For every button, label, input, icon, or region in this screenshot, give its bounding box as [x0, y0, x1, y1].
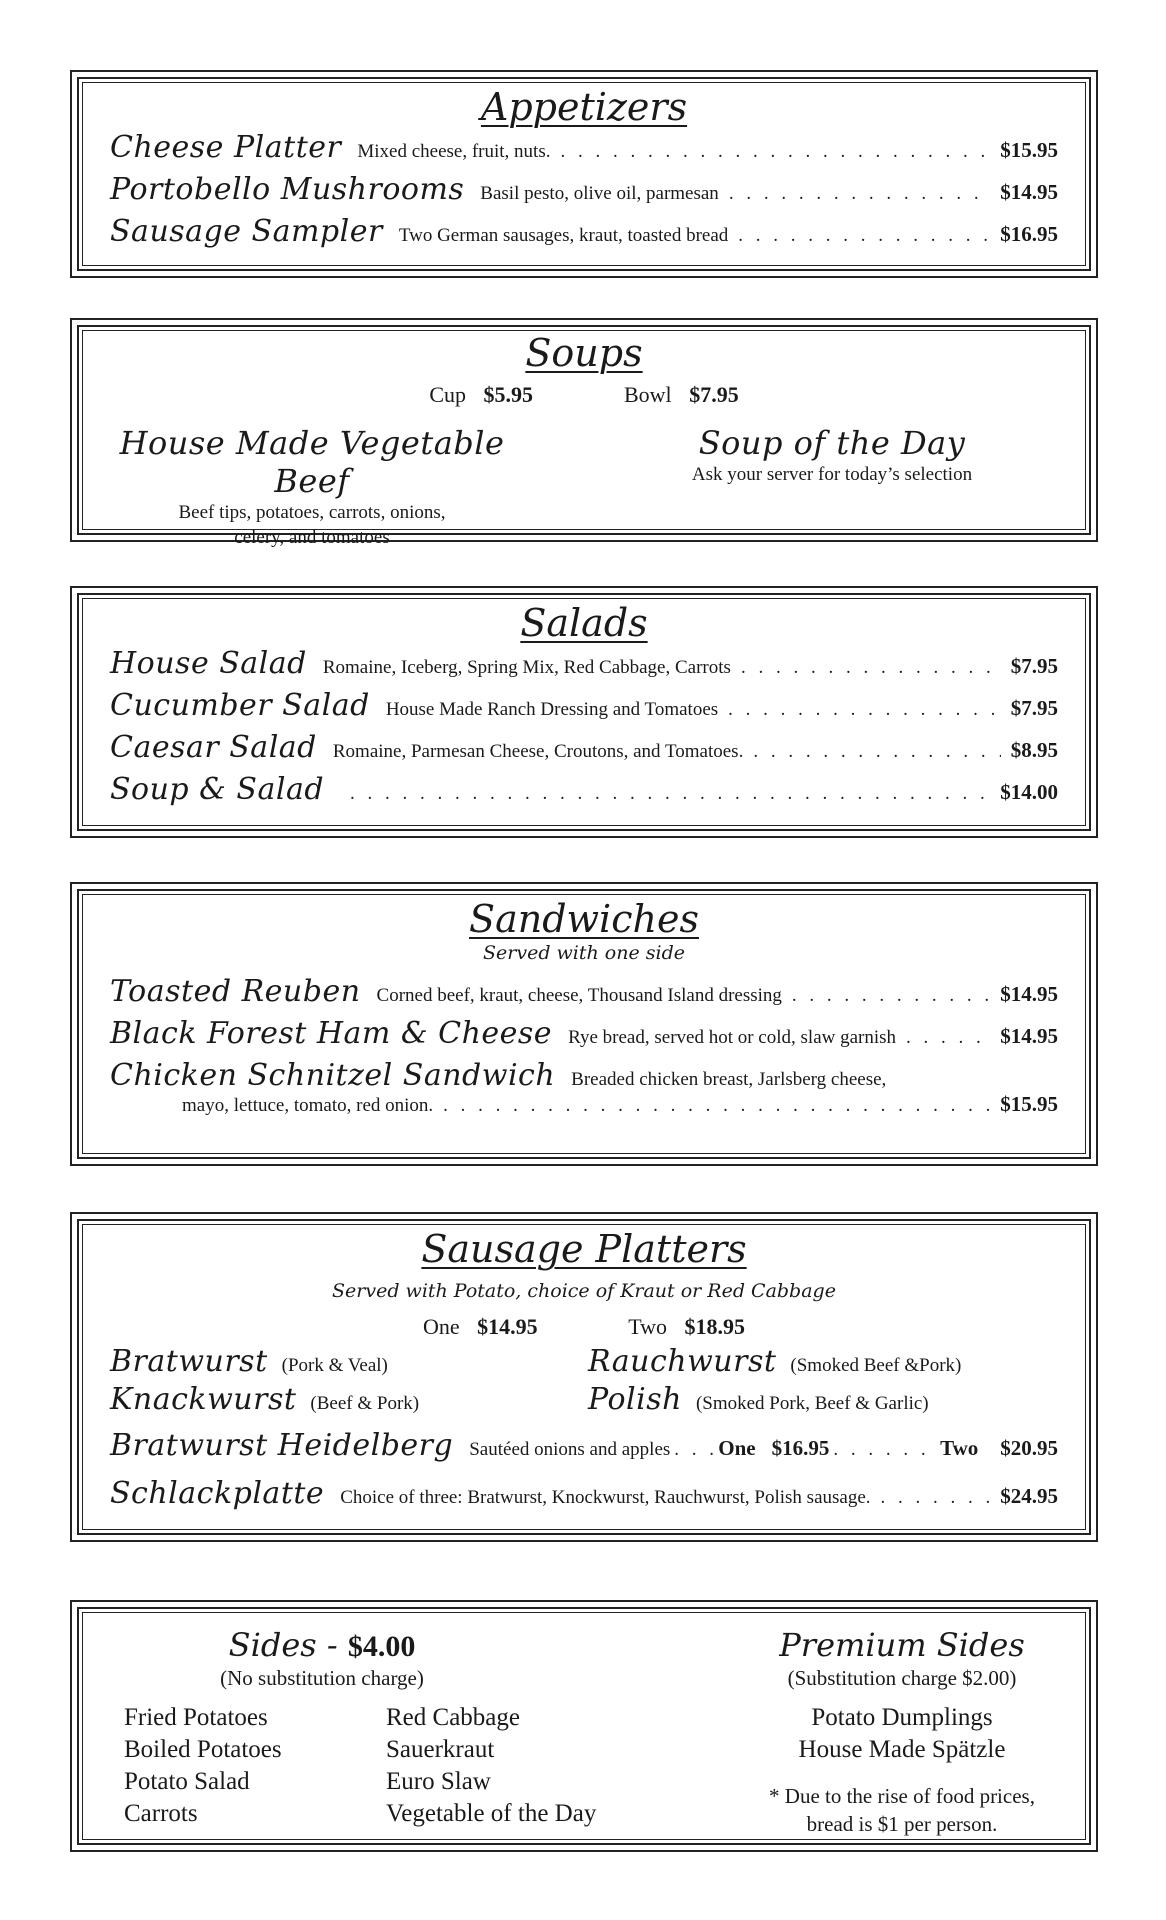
item-name: Rauchwurst [588, 1344, 777, 1379]
soup-sizes [72, 382, 1096, 408]
dot-leader [738, 225, 990, 247]
item-price: $14.95 [1000, 180, 1058, 204]
menu-item [110, 214, 1058, 249]
premium-sides-title: Premium Sides [779, 1626, 1025, 1664]
item-name: Toasted Reuben [110, 974, 361, 1009]
item-name: Cheese Platter [110, 130, 342, 165]
dot-leader [753, 741, 1000, 763]
two-label: Two [628, 1314, 668, 1339]
item-name: Soup of the Day [698, 424, 966, 462]
premium-sides-list [732, 1702, 1072, 1766]
item-desc: mayo, lettuce, tomato, red onion. [182, 1095, 434, 1116]
item-desc: Basil pesto, olive oil, parmesan [480, 183, 719, 204]
item-desc: (Beef & Pork) [310, 1393, 420, 1414]
salads-section [70, 586, 1098, 838]
item-name: Bratwurst [110, 1344, 268, 1379]
two-label: Two [940, 1436, 979, 1460]
menu-item [110, 1476, 1058, 1511]
list-item: Potato Salad [124, 1768, 250, 1795]
item-name: Chicken Schnitzel Sandwich [110, 1058, 556, 1093]
list-item: House Made Spätzle [798, 1736, 1006, 1763]
dot-leader [906, 1027, 990, 1049]
bread-note [712, 1782, 1092, 1838]
item-name: House Salad [110, 646, 307, 681]
list-item: Potato Dumplings [811, 1704, 993, 1731]
one-label: One [422, 1314, 460, 1339]
item-name: Portobello Mushrooms [110, 172, 465, 207]
menu-item [110, 974, 1058, 1009]
sides-subtitle: (No substitution charge) [220, 1666, 424, 1690]
item-price: $8.95 [1010, 738, 1058, 762]
sides-list-1 [124, 1702, 282, 1830]
dot-leader [443, 1095, 990, 1117]
item-name: Caesar Salad [110, 730, 317, 765]
list-item: Vegetable of the Day [386, 1800, 597, 1827]
dot-leader [350, 783, 990, 805]
list-item: Sauerkraut [386, 1736, 495, 1763]
item-name: Bratwurst Heidelberg [110, 1428, 454, 1463]
list-item: Fried Potatoes [124, 1704, 268, 1731]
sides-title [152, 1626, 492, 1664]
sausage-item [110, 1344, 388, 1379]
item-name: Knackwurst [110, 1382, 297, 1417]
note-line: * Due to the rise of food prices, [769, 1784, 1035, 1808]
sandwiches-title: Sandwiches [469, 897, 699, 941]
appetizers-title: Appetizers [480, 85, 688, 129]
sandwiches-subtitle: Served with one side [483, 942, 685, 964]
item-desc: celery, and tomatoes [234, 527, 390, 548]
item-name: Polish [588, 1382, 682, 1417]
sides-price: $4.00 [347, 1630, 416, 1663]
cup-label: Cup [429, 382, 466, 407]
item-desc: Beef tips, potatoes, carrots, onions, [178, 502, 446, 523]
sausage-item [588, 1344, 961, 1379]
item-name: Cucumber Salad [110, 688, 370, 723]
menu-item [110, 172, 1058, 207]
item-desc: (Pork & Veal) [281, 1355, 388, 1376]
sides-title-text: Sides - [228, 1626, 338, 1664]
sausage-item [110, 1382, 419, 1417]
sausage-section [70, 1212, 1098, 1542]
item-price: $15.95 [1000, 1092, 1058, 1116]
dot-leader [741, 657, 1001, 679]
sides-section [70, 1600, 1098, 1852]
dot-leader [674, 1439, 714, 1461]
item-desc: Sautéed onions and apples [469, 1439, 671, 1460]
dot-leader [792, 985, 990, 1007]
bowl-price: $7.95 [689, 382, 739, 407]
sausage-sizes [72, 1314, 1096, 1340]
item-price: $15.95 [1000, 138, 1058, 162]
dot-leader [881, 1487, 991, 1509]
item-name: House Made Vegetable Beef [119, 424, 505, 500]
item-price: $24.95 [1000, 1484, 1058, 1508]
sausage-title: Sausage Platters [421, 1227, 747, 1271]
item-price: $16.95 [1000, 222, 1058, 246]
dot-leader [728, 699, 1001, 721]
premium-sides-subtitle: (Substitution charge $2.00) [787, 1666, 1017, 1690]
dot-leader [729, 183, 990, 205]
list-item: Carrots [124, 1800, 198, 1827]
note-line: bread is $1 per person. [806, 1812, 998, 1836]
list-item: Red Cabbage [386, 1704, 520, 1731]
item-price: $14.00 [1000, 780, 1058, 804]
soups-section [70, 318, 1098, 548]
one-price: $16.95 [771, 1436, 830, 1460]
item-desc: Ask your server for today’s selection [691, 464, 973, 485]
item-price: $14.95 [1000, 982, 1058, 1006]
soups-title: Soups [525, 331, 643, 375]
item-price: $7.95 [1010, 696, 1058, 720]
item-desc: Corned beef, kraut, cheese, Thousand Island dressing [376, 985, 782, 1006]
two-price: $18.95 [684, 1314, 746, 1339]
item-name: Black Forest Ham & Cheese [110, 1016, 553, 1051]
item-desc: Rye bread, served hot or cold, slaw garnish [568, 1027, 897, 1048]
item-desc: Breaded chicken breast, Jarlsberg cheese, [571, 1069, 887, 1090]
item-price: $14.95 [1000, 1024, 1058, 1048]
item-desc: Romaine, Parmesan Cheese, Croutons, and Tomatoes. [332, 741, 744, 762]
menu-item [110, 646, 1058, 681]
item-price: $7.95 [1010, 654, 1058, 678]
appetizers-section [70, 70, 1098, 278]
item-desc: Mixed cheese, fruit, nuts. [357, 141, 551, 162]
item-name: Soup & Salad [110, 772, 325, 807]
soup-item [102, 424, 522, 550]
item-desc: Two German sausages, kraut, toasted bread [398, 225, 729, 246]
menu-item [110, 1058, 1058, 1093]
dot-leader [560, 141, 990, 163]
soup-item [632, 424, 1032, 487]
item-desc: House Made Ranch Dressing and Tomatoes [385, 699, 719, 720]
salads-title: Salads [520, 601, 648, 645]
sausage-subtitle: Served with Potato, choice of Kraut or Red Cabbage [332, 1280, 836, 1302]
item-desc: (Smoked Beef &Pork) [790, 1355, 962, 1376]
one-price: $14.95 [477, 1314, 538, 1339]
item-name: Schlackplatte [110, 1476, 325, 1511]
menu-item [110, 772, 1058, 807]
menu-item [110, 1016, 1058, 1051]
sandwiches-section [70, 882, 1098, 1166]
bowl-label: Bowl [624, 382, 672, 407]
list-item: Boiled Potatoes [124, 1736, 282, 1763]
two-price: $20.95 [1000, 1436, 1058, 1460]
item-desc: Choice of three: Bratwurst, Knockwurst, Rauchwurst, Polish sausage. [340, 1487, 871, 1508]
menu-item [110, 688, 1058, 723]
menu-item [110, 730, 1058, 765]
item-desc: Romaine, Iceberg, Spring Mix, Red Cabbage, Carrots [322, 657, 731, 678]
item-desc: (Smoked Pork, Beef & Garlic) [695, 1393, 929, 1414]
list-item: Euro Slaw [386, 1768, 491, 1795]
sausage-item [588, 1382, 929, 1417]
menu-item [110, 130, 1058, 165]
cup-price: $5.95 [483, 382, 533, 407]
one-label: One [718, 1436, 756, 1460]
dot-leader [833, 1439, 936, 1461]
menu-item [110, 1428, 1058, 1463]
sides-list-2 [386, 1702, 596, 1830]
item-name: Sausage Sampler [110, 214, 383, 249]
menu-item-continued [182, 1092, 1058, 1117]
